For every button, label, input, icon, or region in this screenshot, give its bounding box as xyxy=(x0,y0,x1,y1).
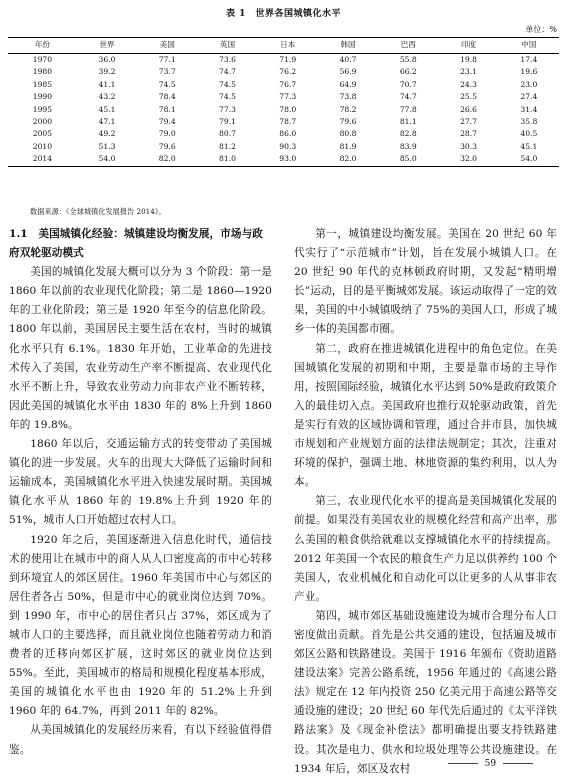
value-cell: 23.1 xyxy=(460,67,478,77)
value-cell: 49.2 xyxy=(98,129,116,139)
value-cell: 78.2 xyxy=(339,104,357,114)
header-year: 年份 xyxy=(34,40,50,50)
table-unit: 单位：% xyxy=(525,25,557,34)
table-caption: 表 1 世界各国城镇化水平 xyxy=(226,9,341,19)
value-cell: 56.9 xyxy=(339,67,357,77)
year-cell: 1990 xyxy=(32,92,53,102)
value-cell: 41.1 xyxy=(98,79,116,89)
table-row xyxy=(8,91,559,103)
value-cell: 80.7 xyxy=(219,129,236,139)
value-cell: 85.0 xyxy=(399,154,417,164)
table-header-row xyxy=(8,38,559,54)
value-cell: 40.5 xyxy=(520,129,538,139)
right-column xyxy=(294,225,557,779)
value-cell: 81.0 xyxy=(219,154,236,164)
value-cell: 78.1 xyxy=(158,104,176,114)
year-cell: 1995 xyxy=(32,104,53,114)
value-cell: 90.3 xyxy=(279,141,297,151)
value-cell: 35.8 xyxy=(520,117,538,127)
table-row xyxy=(8,141,559,153)
table-row xyxy=(8,104,559,116)
value-cell: 27.4 xyxy=(520,92,538,102)
header-india: 印度 xyxy=(460,40,477,50)
value-cell: 39.2 xyxy=(98,67,116,77)
value-cell: 54.0 xyxy=(98,154,116,164)
value-cell: 77.3 xyxy=(219,104,236,114)
section-heading: 1.1 美国城镇化经验：城镇建设均衡发展，市场与政府双轮驱动模式 xyxy=(9,228,263,260)
value-cell: 74.5 xyxy=(219,92,236,102)
value-cell: 70.7 xyxy=(399,79,417,89)
paragraph: 从美国城镇化的发展经历来看，有以下经验值得借鉴。 xyxy=(9,724,272,756)
value-cell: 74.7 xyxy=(399,92,417,102)
value-cell: 79.4 xyxy=(158,117,176,127)
year-cell: 1980 xyxy=(32,67,53,77)
value-cell: 77.3 xyxy=(279,92,297,102)
value-cell: 54.0 xyxy=(520,154,538,164)
value-cell: 40.7 xyxy=(339,55,357,64)
paragraph: 第三，农业现代化水平的提高是美国城镇化发展的前提。如果没有美国农业的规模化经营和高产出率，那么美国的粮食供给就难以支撑城镇化水平的持续提高。2012 年美国一个农民的粮食生产力足以供养约 100 个美国人，农业机械化和自动化可以让更多的人从事非农产业。 xyxy=(294,495,557,603)
value-cell: 83.9 xyxy=(399,141,417,151)
value-cell: 19.8 xyxy=(460,55,478,64)
value-cell: 79.0 xyxy=(158,129,176,139)
value-cell: 76.2 xyxy=(279,67,297,77)
value-cell: 27.7 xyxy=(460,117,478,127)
table-row xyxy=(8,153,559,166)
year-cell: 2014 xyxy=(32,154,53,164)
value-cell: 79.6 xyxy=(158,141,176,151)
value-cell: 28.7 xyxy=(460,129,478,139)
value-cell: 82.8 xyxy=(399,129,417,139)
value-cell: 19.6 xyxy=(520,67,538,77)
value-cell: 81.1 xyxy=(399,117,417,127)
paragraph: 第一，城镇建设均衡发展。美国在 20 世纪 60 年代实行了“示范城市”计划，旨在发展小城镇人口。在 20 世纪 90 年代的克林顿政府时期，又发起“精明增长”运动，目的是平衡城郊发展。该运动取得了一定的效果，美国的中小城镇吸纳了 75%的美国人口，形成了城乡一体的美国都市圈。 xyxy=(294,228,557,336)
value-cell: 74.5 xyxy=(219,79,236,89)
page-number-text: 59 xyxy=(484,759,497,769)
value-cell: 24.3 xyxy=(460,79,478,89)
table-row xyxy=(8,128,559,140)
year-cell: 2000 xyxy=(32,117,53,127)
value-cell: 47.1 xyxy=(98,117,116,127)
header-korea: 韩国 xyxy=(340,40,356,50)
header-uk: 英国 xyxy=(219,40,236,50)
header-china: 中国 xyxy=(521,40,537,50)
paragraph: 美国的城镇化发展大概可以分为 3 个阶段：第一是 1860 年以前的农业现代化阶段；第二是 1860—1920 年的工业化阶段；第三是 1920 年至今的信息化阶段。1800 年以前，美国居民主要生活在农村，当时的城镇化水平只有 6.1%。1830 年开始，工业革命的先进技术传入了美国，农业劳动生产率不断提高、农业现代化水平不断上升，导致农业劳动力向非农产业不断转移，因此美国的城镇化水平由 1830 年的 8%上升到 1860 年的 19.8%。 xyxy=(9,266,272,431)
value-cell: 79.1 xyxy=(219,117,236,127)
value-cell: 31.4 xyxy=(520,104,538,114)
header-usa: 美国 xyxy=(159,40,175,50)
value-cell: 43.2 xyxy=(98,92,116,102)
year-cell: 1985 xyxy=(32,79,53,89)
header-world: 世界 xyxy=(99,40,115,50)
year-cell: 2010 xyxy=(32,141,53,151)
value-cell: 45.1 xyxy=(98,104,116,114)
value-cell: 80.8 xyxy=(339,129,357,139)
value-cell: 77.8 xyxy=(399,104,417,114)
paragraph: 第二，政府在推进城镇化进程中的角色定位。在美国城镇化发展的初期和中期，主要是靠市场的主导作用，按照国际经验，城镇化水平达到 50%是政府政策介入的最佳切入点。美国政府也推行双轮驱动政策，首先是实行有效的区域协调和管理，通过合并市县，加快城市规划和产业规划方面的法律法规制定；其次，注重对环境的保护，强调土地、林地资源的集约利用，以人为本。 xyxy=(294,342,557,489)
value-cell: 86.0 xyxy=(279,129,297,139)
value-cell: 51.3 xyxy=(98,141,116,151)
paragraph: 1920 年之后，美国逐渐进入信息化时代，通信技术的使用让在城市中的商人从人口密度高的市中心转移到环境宜人的郊区居住。1960 年美国市中心与郊区的居住者各占 50%，但是市中心的就业岗位达到 70%。到 1990 年，市中心的居住者只占 37%，郊区成为了城市人口的主要选择，而且就业岗位也随着劳动力和消费者的迁移向郊区扩展，这时郊区的就业岗位达到 55%。至此，美国城市的格局和规模化程度基本形成，美国的城镇化水平也由 1920 年的 51.2%上升到 1960 年的 64.7%，再到 2011 年的 82%。 xyxy=(9,533,272,718)
value-cell: 73.7 xyxy=(158,67,176,77)
value-cell: 45.1 xyxy=(520,141,538,151)
table-row xyxy=(8,66,559,78)
left-column xyxy=(9,225,272,760)
value-cell: 71.9 xyxy=(279,55,297,64)
value-cell: 81.9 xyxy=(339,141,357,151)
value-cell: 23.0 xyxy=(520,79,538,89)
page-number xyxy=(444,759,537,769)
table-source: 数据来源：《全球城镇化发展报告 2014》。 xyxy=(30,207,166,216)
table-row xyxy=(8,116,559,128)
value-cell: 32.0 xyxy=(460,154,478,164)
value-cell: 30.3 xyxy=(460,141,478,151)
value-cell: 77.1 xyxy=(158,55,176,64)
year-cell: 1970 xyxy=(32,55,53,64)
value-cell: 82.0 xyxy=(158,154,176,164)
value-cell: 76.7 xyxy=(279,79,297,89)
year-cell: 2005 xyxy=(32,129,53,139)
value-cell: 78.4 xyxy=(158,92,176,102)
table-row xyxy=(8,79,559,91)
header-brazil: 巴西 xyxy=(400,40,416,50)
page-number-rule xyxy=(503,763,533,764)
value-cell: 66.2 xyxy=(399,67,417,77)
paragraph: 1860 年以后，交通运输方式的转变带动了美国城镇化的进一步发展。火车的出现大大降低了运输时间和运输成本，美国城镇化水平进入快速发展时期。美国城镇化水平从 1860 年的 19.8%上升到 1920 年的 51%，城市人口开始超过农村人口。 xyxy=(9,438,272,527)
value-cell: 25.5 xyxy=(460,92,478,102)
value-cell: 73.8 xyxy=(339,92,357,102)
value-cell: 36.0 xyxy=(98,55,116,64)
value-cell: 93.0 xyxy=(279,154,297,164)
value-cell: 79.6 xyxy=(339,117,357,127)
header-japan: 日本 xyxy=(280,40,296,50)
value-cell: 81.2 xyxy=(219,141,236,151)
value-cell: 78.0 xyxy=(279,104,297,114)
table-row xyxy=(8,54,559,67)
value-cell: 82.0 xyxy=(339,154,357,164)
value-cell: 78.7 xyxy=(279,117,297,127)
value-cell: 55.8 xyxy=(399,55,417,64)
urbanization-table xyxy=(8,37,559,167)
value-cell: 17.4 xyxy=(520,55,538,64)
page-number-rule xyxy=(448,763,478,764)
value-cell: 26.6 xyxy=(460,104,478,114)
value-cell: 74.7 xyxy=(219,67,236,77)
value-cell: 74.5 xyxy=(158,79,176,89)
paragraph: 第四，城市郊区基础设施建设为城市合理分布人口密度做出贡献。首先是公共交通的建设，包括遍及城市郊区公路和铁路建设。美国于 1916 年颁布《资助道路建设法案》完善公路系统，1956 年通过的《高速公路法》规定在 12 年内投资 250 亿美元用于高速公路等交通设施的建设；20 世纪 60 年代先后通过的《太平洋铁路法案》及《现金补偿法》都明确提出要支持铁路建设。其次是电力、供水和垃圾处理等公共设施建设。在 1934 年后，郊区及农村 xyxy=(294,609,557,775)
value-cell: 64.9 xyxy=(339,79,357,89)
value-cell: 73.6 xyxy=(219,55,236,64)
